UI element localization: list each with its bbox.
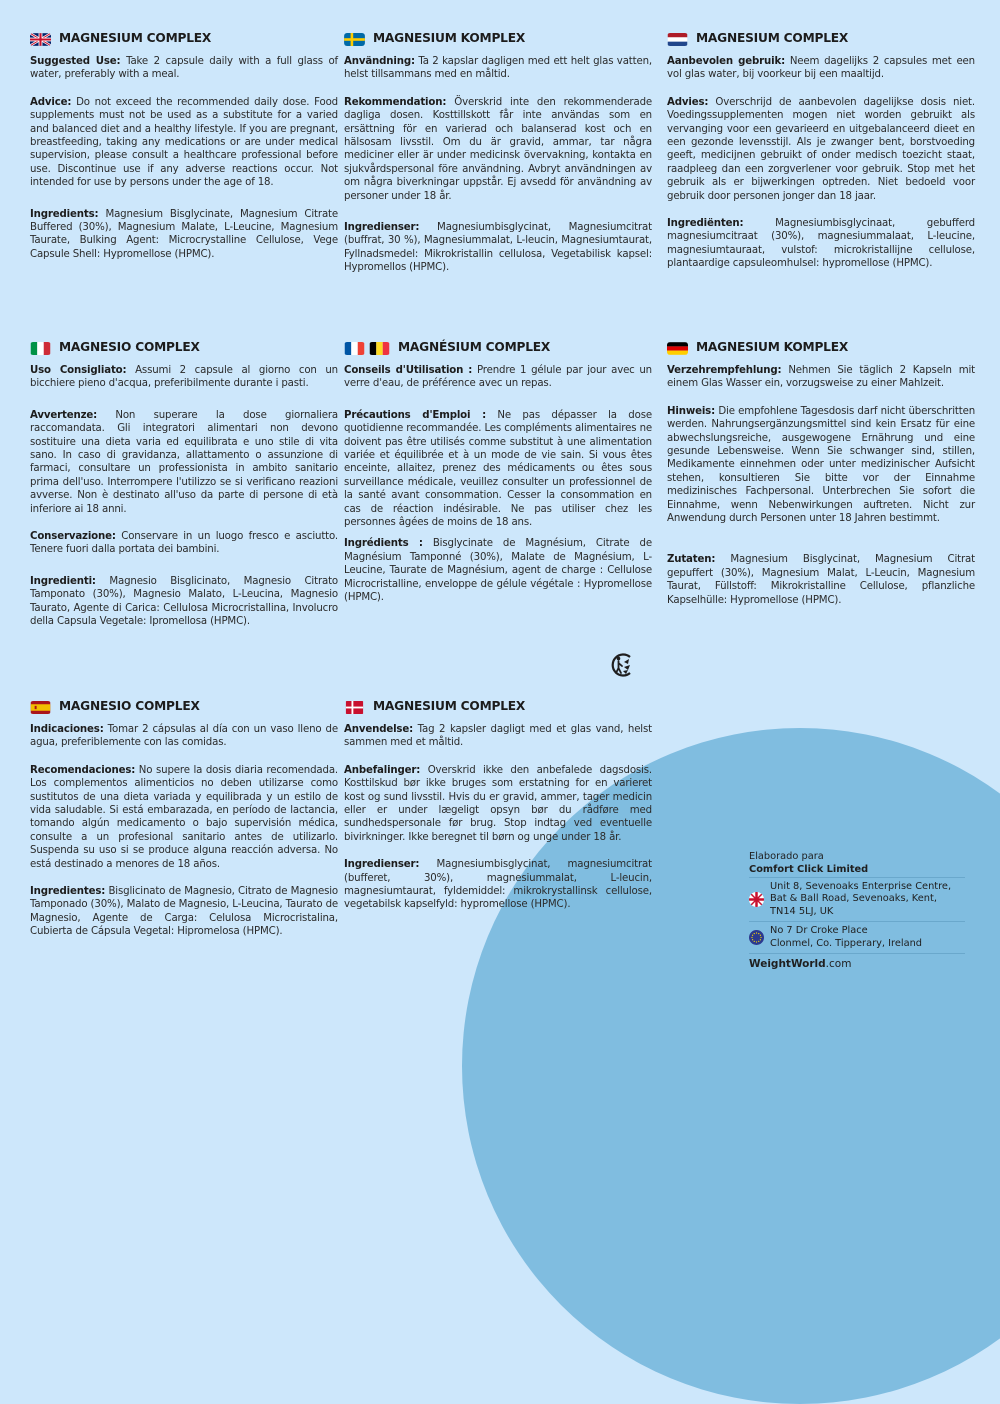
uk-flag-icon xyxy=(749,892,764,907)
indications: Indicaciones: Tomar 2 cápsulas al día con un vaso lleno de agua, preferiblemente con las comidas. xyxy=(30,724,338,749)
eu-address-line2: Clonmel, Co. Tipperary, Ireland xyxy=(770,937,923,949)
panel-swedish xyxy=(344,31,652,289)
usage-advice: Conseils d'Utilisation : Prendre 1 gélule par jour avec un verre d'eau, de préférence avec un repas. xyxy=(344,365,652,390)
panel-spanish xyxy=(30,699,338,953)
recommended-use: Uso Consigliato: Assumi 2 capsule al giorno con un bicchiere pieno d'acqua, preferibilmente durante i pasti. xyxy=(30,365,338,390)
recommended-use: Aanbevolen gebruik: Neem dagelijks 2 capsules met een vol glas water, bij voorkeur bij een maaltijd. xyxy=(667,56,975,81)
ingredients: Ingrediënten: Magnesiumbisglycinaat, gebufferd magnesiumcitraat (30%), magnesiummalaat, L-leucine, magnesiumtauraat, vulstof: microkristallijne cellulose, plantaardige capsuleomhulsel: hypromellose (HPMC). xyxy=(667,218,975,270)
recommendations: Anbefalinger: Overskrid ikke den anbefalede dagsdosis. Kosttilskud bør ikke bruges som erstatning for en varieret kost og sund livsstil. Hvis du er gravid, ammer, tager medicin eller er under lægeligt opsyn bør du rådføre med sundhedspersonale før brug. Stop indtag ved eventuelle bivirkninger. Ikke beregnet til børn og unge under 18 år. xyxy=(344,764,652,843)
precautions: Précautions d'Emploi : Ne pas dépasser la dose quotidienne recommandée. Les compléments alimentaires ne doivent pas être utilisés comme substitut à une alimentation variée et équilibrée et à un mode de vie sain. Si vous êtes enceinte, allaitez, prenez des médicaments ou êtes sous surveillance médicale, veuillez consulter un professionnel de la santé avant consommation. Cesser la consommation en cas de réaction indésirable. Ne pas utiliser chez les personnes âgées de moins de 18 ans. xyxy=(344,409,652,529)
france-flag-icon xyxy=(344,342,365,355)
ingredients: Ingredienti: Magnesio Bisglicinato, Magnesio Citrato Tamponato (30%), Magnesio Malato, L-Leucina, Magnesio Taurato, Agente di Carica: Cellulosa Microcristallina, Involucro della Capsula Vegetale: Ipromellosa (HPMC). xyxy=(30,575,338,628)
panel-german xyxy=(667,340,975,621)
company-name: Comfort Click Limited xyxy=(749,863,869,875)
consumption-recommendation: Verzehrempfehlung: Nehmen Sie täglich 2 Kapseln mit einem Glas Wasser ein, vorzugsweise zu einer Mahlzeit. xyxy=(667,365,975,390)
sweden-flag-icon xyxy=(344,33,365,46)
notice: Hinweis: Die empfohlene Tagesdosis darf nicht überschritten werden. Nahrungsergänzungsmittel sind kein Ersatz für eine abwechslungsreiche, ausgewogene Ernährung und eine gesunde Lebensweise. Wenn Sie schwanger sind, stillen, Medikamente einnehmen oder unter medizinischer Aufsicht stehen, konsultieren Sie bitte vor der Einnahme medizinisches Fachpersonal. Unterbrechen Sie sofort die Einnahme, wenn Nebenwirkungen auftreten. Nicht zur Anwendung durch Personen unter 18 Jahren bestimmt. xyxy=(667,405,975,525)
manufacturer-info xyxy=(749,851,965,970)
ingredients: Ingredienser: Magnesiumbisglycinat, Magnesiumcitrat (buffrat, 30 %), Magnesiummalat, L-leucin, Magnesiumtaurat, Fyllnadsmedel: Mikrokristallin cellulosa, Vegetabilisk kapsel: Hypromellos (HPMC). xyxy=(344,222,652,274)
eu-address-row xyxy=(749,921,965,953)
storage: Conservazione: Conservare in un luogo fresco e asciutto. Tenere fuori dalla portata dei bambini. xyxy=(30,531,338,556)
recommendation: Rekommendation: Överskrid inte den rekommenderade dagliga dosen. Kosttillskott får inte användas som en ersättning för en varierad och balanserad kost och en hälsosam livsstil. Om du är gravid, ammar, tar några mediciner eller är under medicinsk övervakning, kontakta en sjukvårdspersonal före användning. Avbryt användningen av om några biverkningar uppstår. Ej avsedd för användning av personer under 18 år. xyxy=(344,96,652,202)
ingredients: Ingredientes: Bisglicinato de Magnesio, Citrato de Magnesio Tamponado (30%), Malato de Magnesio, L-Leucina, Taurato de Magnesio, Agente de Carga: Celulosa Microcristalina, Cubierta de Cápsula Vegetal: Hipromelosa (HPMC). xyxy=(30,886,338,938)
spain-flag-icon xyxy=(30,701,51,714)
panel-title: MAGNESIO COMPLEX xyxy=(59,699,200,714)
panel-title: MAGNESIUM KOMPLEX xyxy=(373,31,526,46)
triman-recycling-icon xyxy=(608,651,636,679)
panel-title: MAGNÉSIUM COMPLEX xyxy=(398,340,551,355)
usage: Anvendelse: Tag 2 kapsler dagligt med et glas vand, helst sammen med et måltid. xyxy=(344,724,652,749)
panel-french xyxy=(344,340,652,619)
germany-flag-icon xyxy=(667,342,688,355)
panel-dutch xyxy=(667,31,975,285)
ingredients: Zutaten: Magnesium Bisglycinat, Magnesium Citrat gepuffert (30%), Magnesium Malat, L-Leucin, Magnesium Taurat, Füllstoff: Mikrokristalline Cellulose, pflanzliche Kapselhülle: Hypromellose (HPMC). xyxy=(667,554,975,606)
website: WeightWorld.com xyxy=(749,953,965,971)
recommendations: Recomendaciones: No supere la dosis diaria recomendada. Los complementos alimenticios no deben utilizarse como sustitutos de una dieta variada y equilibrada y un estilo de vida saludable. Si está embarazada, en período de lactancia, tomando algún medicamento o bajo supervisión médica, consulte a un profesional sanitario antes de utilizarlo. Suspenda su uso si se produce alguna reacción adversa. No está destinado a menores de 18 años. xyxy=(30,764,338,870)
uk-address: Unit 8, Sevenoaks Enterprise Centre, Bat & Ball Road, Sevenoaks, Kent, TN14 5LJ, UK xyxy=(770,880,952,918)
eu-address-line1: No 7 Dr Croke Place xyxy=(770,924,868,936)
panel-title: MAGNESIUM COMPLEX xyxy=(373,699,526,714)
panel-title: MAGNESIUM COMPLEX xyxy=(696,31,849,46)
ingredients: Ingredienser: Magnesiumbisglycinat, magnesiumcitrat (bufferet, 30%), magnesiummalat, L-leucin, magnesiumtaurat, fyldemiddel: mikrokrystallinsk cellulose, vegetabilsk kapselfyld: hypromellose (HPMC). xyxy=(344,859,652,911)
panel-italian xyxy=(30,340,338,643)
made-for-label: Elaborado para xyxy=(749,851,824,862)
belgium-flag-icon xyxy=(369,342,390,355)
netherlands-flag-icon xyxy=(667,33,688,46)
advice: Advies: Overschrijd de aanbevolen dagelijkse dosis niet. Voedingssupplementen mogen niet worden gebruikt als vervanging voor een gevarieerd en uitgebalanceerd dieet en een gezonde levensstijl. Als je zwanger bent, borstvoeding geeft, medicijnen gebruikt of onder medisch toezicht staat, raadpleeg dan een zorgverlener voor gebruik. Stop met het gebruik als er bijwerkingen optreden. Niet bedoeld voor gebruik door personen jonger dan 18 jaar. xyxy=(667,96,975,202)
panel-danish xyxy=(344,699,652,926)
uk-flag-icon xyxy=(30,33,51,46)
panel-english xyxy=(30,31,338,275)
warnings: Avvertenze: Non superare la dose giornaliera raccomandata. Gli integratori alimentari non devono sostituire una dieta varia ed equilibrata e uno stile di vita sano. In caso di gravidanza, allattamento o assunzione di farmaci, consultare un professionista in ambito sanitario prima dell'uso. Interrompere l'utilizzo se si verificano reazioni avverse. Non è destinato all'uso da parte di persone di età inferiore ai 18 anni. xyxy=(30,409,338,515)
ingredients: Ingrédients : Bisglycinate de Magnésium, Citrate de Magnésium Tamponné (30%), Malate de Magnésium, L-Leucine, Taurate de Magnésium, agent de charge : Cellulose Microcristalline, enveloppe de gélule végétale : Hypromellose (HPMC). xyxy=(344,538,652,604)
uk-address-row xyxy=(749,877,965,921)
panel-title: MAGNESIO COMPLEX xyxy=(59,340,200,355)
italy-flag-icon xyxy=(30,342,51,355)
suggested-use: Suggested Use: Take 2 capsule daily with a full glass of water, preferably with a meal. xyxy=(30,56,338,81)
advice: Advice: Do not exceed the recommended daily dose. Food supplements must not be used as a substitute for a varied and balanced diet and a healthy lifestyle. If you are pregnant, breastfeeding, taking any medications or are under medical supervision, please consult a healthcare professional before use. Discontinue use if any adverse reactions occur. Not intended for use by persons under the age of 18. xyxy=(30,96,338,189)
panel-title: MAGNESIUM KOMPLEX xyxy=(696,340,849,355)
usage: Användning: Ta 2 kapslar dagligen med ett helt glas vatten, helst tillsammans med en måltid. xyxy=(344,56,652,81)
ingredients: Ingredients: Magnesium Bisglycinate, Magnesium Citrate Buffered (30%), Magnesium Malate, L-Leucine, Magnesium Taurate, Bulking Agent: Microcrystalline Cellulose, Vege Capsule Shell: Hypromellose (HPMC). xyxy=(30,208,338,260)
denmark-flag-icon xyxy=(344,701,365,714)
eu-flag-icon xyxy=(749,930,764,945)
panel-title: MAGNESIUM COMPLEX xyxy=(59,31,212,46)
